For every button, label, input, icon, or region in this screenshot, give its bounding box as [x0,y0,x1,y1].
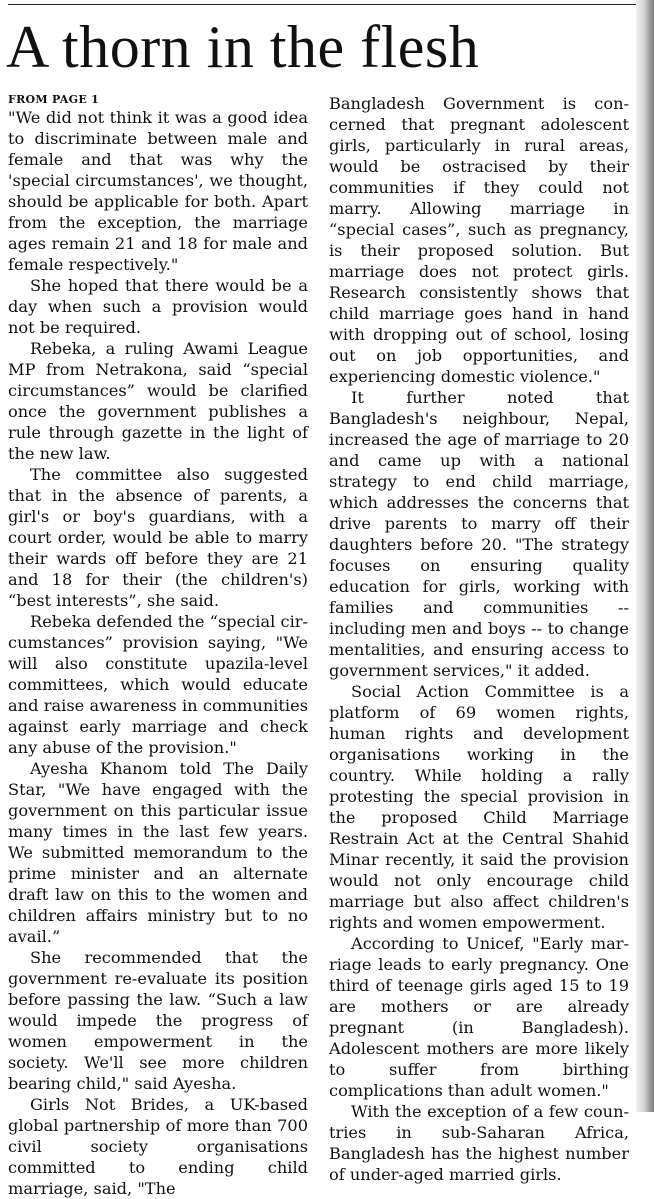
paragraph: Bangladesh Government is concerned that pregnant adolescent girls, particularly in rural areas, would be ostracised by their communities if they could not marry. Allowing marriage in “special cases”, such as pregnancy, is their proposed solution. But marriage does not protect girls. Research consistently shows that child marriage goes hand in hand with dropping out of school, losing out on job opportunities, and experiencing domestic violence." [329,94,629,386]
left-column [8,93,308,1199]
paragraph: Rebeka, a ruling Awami League MP from Netrakona, said “special circumstances” would be clarified once the government publishes a rule through gazette in the light of the new law. [8,339,308,463]
paragraph: She hoped that there would be a day when such a provision would not be required. [8,276,308,337]
paragraph: Girls Not Brides, a UK-based global partnership of more than 700 civil society organisations committed to ending child marriage, said, "The [8,1095,308,1198]
paragraph: She recommended that the government re-evaluate its position before passing the law. “Such a law would impede the progress of women empowerment in the society. We'll see more children bearing child," said Ayesha. [8,948,308,1093]
paragraph: "We did not think it was a good idea to discriminate between male and female and that was why the 'special circumstances', we thought, should be applicable for both. Apart from the exception, the marriage ages remain 21 and 18 for male and female respectively." [8,108,308,274]
page-edge-shadow [636,0,654,1112]
paragraph: Social Action Committee is a platform of 69 women rights, human rights and development organisations working in the country. While holding a rally protesting the special provision in the proposed Child Marriage Restrain Act at the Central Shahid Minar recently, it said the provision would not only encourage child marriage but also affect children's rights and women empowerment. [329,682,629,932]
paragraph: According to Unicef, "Early marriage leads to early pregnancy. One third of teenage girls aged 15 to 19 are mothers or are already pregnant (in Bangladesh). Adolescent mothers are more likely to suffer from birthing complications than adult women." [329,934,629,1100]
paragraph: With the exception of a few countries in sub-Saharan Africa, Bangladesh has the highest number of under-aged married girls. [329,1102,629,1184]
paragraph: Ayesha Khanom told The Daily Star, "We have engaged with the government on this particular issue many times in the last few years. We submitted memorandum to the prime minister and an alternate draft law on this to the women and children affairs ministry but to no avail.” [8,759,308,946]
top-rule [8,4,636,5]
continuation-kicker: FROM PAGE 1 [8,93,100,106]
paragraph: It further noted that Bangladesh's neighbour, Nepal, increased the age of marriage to 20 and came up with a national strategy to end child marriage, which addresses the concerns that drive parents to marry off their daughters before 20. "The strategy focuses on ensuring quality education for girls, working with families and communities -- including men and boys -- to change mentalities, and ensuring access to government services," it added. [329,388,629,680]
headline: A thorn in the flesh [6,14,480,80]
paragraph: The committee also suggested that in the absence of parents, a girl's or boy's guardians, with a court order, would be able to marry their wards off before they are 21 and 18 for their (the children's) “best interests”, she said. [8,465,308,610]
right-column [329,93,629,1185]
paragraph: Rebeka defended the “special circumstances” provision saying, "We will also constitute upazila-level committees, which would educate and raise awareness in communities against early marriage and check any abuse of the provision." [8,612,308,757]
